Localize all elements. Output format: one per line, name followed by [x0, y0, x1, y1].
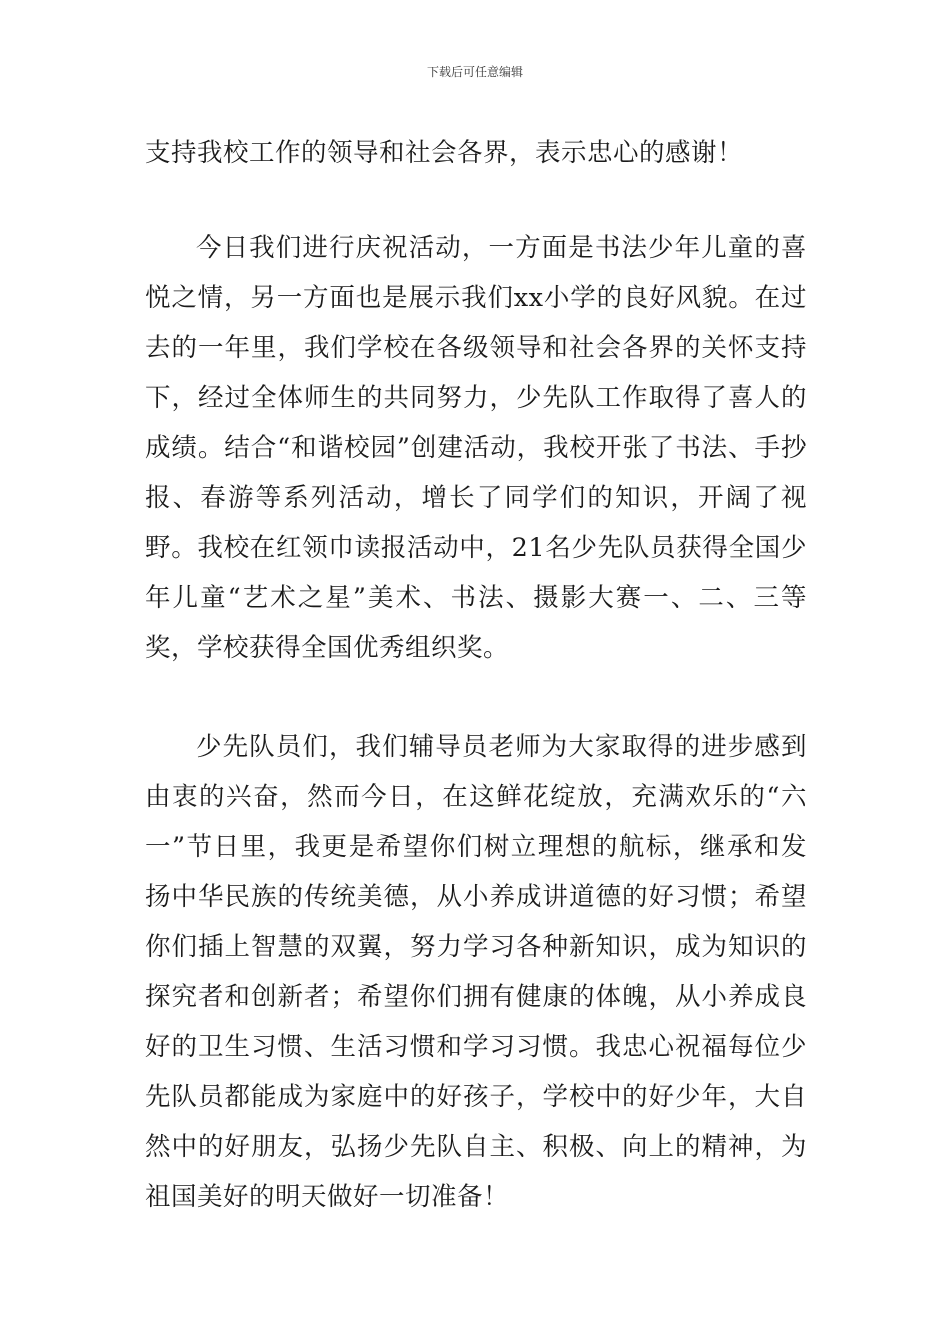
continuation-text: 支持我校工作的领导和社会各界，表示忠心的感谢！	[145, 138, 744, 168]
page-header-note: 下载后可任意编辑	[426, 65, 523, 79]
paragraph-celebration	[145, 223, 807, 673]
paragraph-text: 少先队员们，我们辅导员老师为大家取得的进步感到由衷的兴奋，然而今日，在这鲜花绽放，充满欢乐的“六一”节日里，我更是希望你们树立理想的航标，继承和发扬中华民族的传统美德，从小养成讲道德的好习惯；希望你们插上智慧的双翼，努力学习各种新知识，成为知识的探究者和创新者；希望你们拥有健康的体魄，从小养成良好的卫生习惯、生活习惯和学习习惯。我忠心祝福每位少先队员都能成为家庭中的好孩子，学校中的好少年，大自然中的好朋友，弘扬少先队自主、积极、向上的精神，为祖国美好的明天做好一切准备！	[145, 732, 807, 1212]
paragraph-text: 今日我们进行庆祝活动，一方面是书法少年儿童的喜悦之情，另一方面也是展示我们xx小学的良好风貌。在过去的一年里，我们学校在各级领导和社会各界的关怀支持下，经过全体师生的共同努力，少先队工作取得了喜人的成绩。结合“和谐校园”创建活动，我校开张了书法、手抄报、春游等系列活动，增长了同学们的知识，开阔了视野。我校在红领巾读报活动中，21名少先队员获得全国少年儿童“艺术之星”美术、书法、摄影大赛一、二、三等奖，学校获得全国优秀组织奖。	[145, 233, 807, 663]
paragraph-wishes	[145, 722, 807, 1222]
continuation-line	[145, 128, 807, 178]
